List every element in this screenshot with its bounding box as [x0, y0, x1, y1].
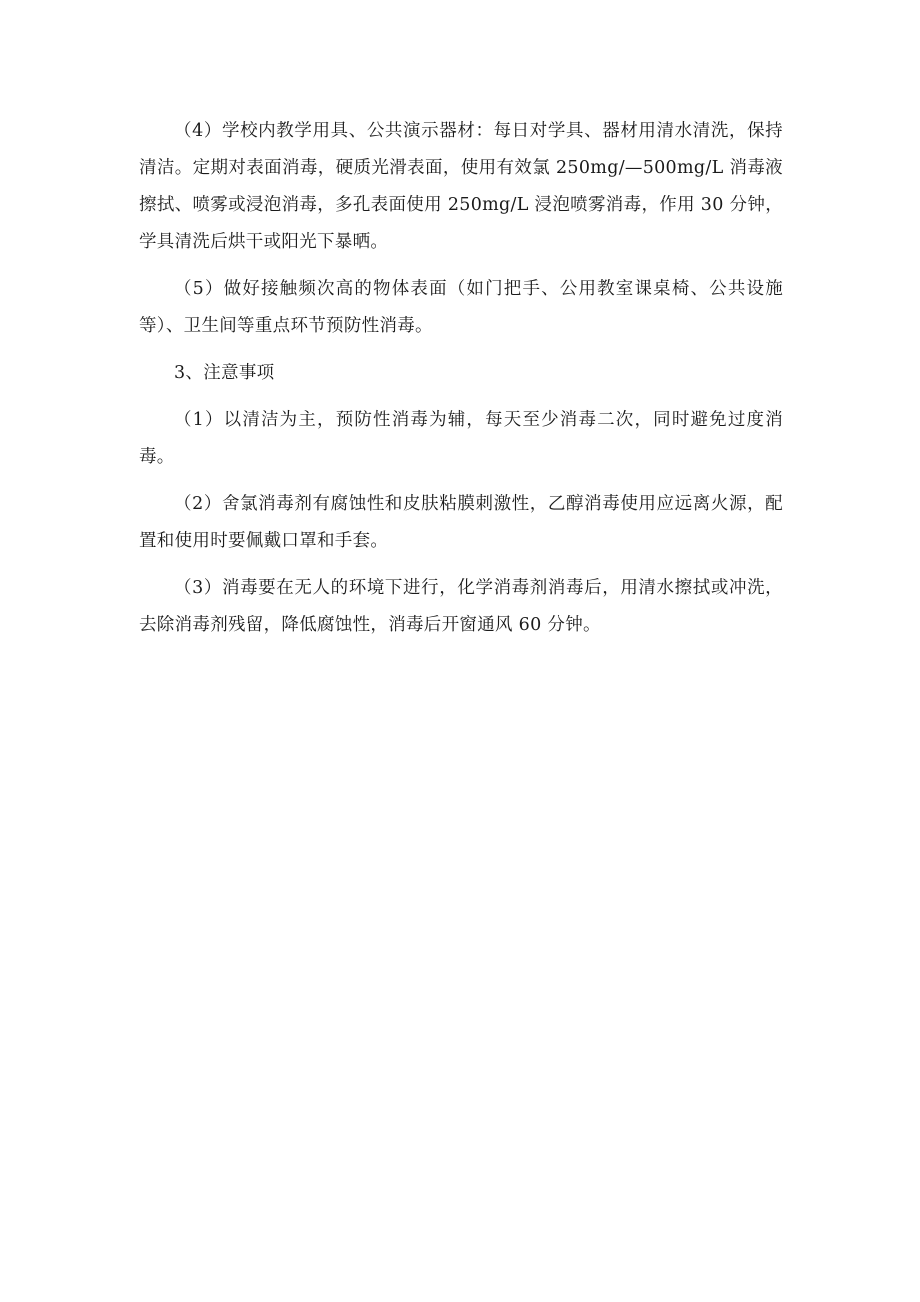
section-heading-notes: 3、注意事项 — [174, 363, 275, 383]
paragraph-high-touch-surfaces: （5）做好接触频次高的物体表面（如门把手、公用教室课桌椅、公共设施等）、卫生间等重点环节预防性消毒。 — [139, 279, 783, 336]
paragraph-note-3: （3）消毒要在无人的环境下进行，化学消毒剂消毒后，用清水擦拭或冲洗，去除消毒剂残留，降低腐蚀性，消毒后开窗通风 60 分钟。 — [139, 578, 783, 635]
paragraph-note-2: （2）舍氯消毒剂有腐蚀性和皮肤粘膜刺激性，乙醇消毒使用应远离火源，配置和使用时要佩戴口罩和手套。 — [139, 494, 783, 551]
paragraph-teaching-tools: （4）学校内教学用具、公共演示器材：每日对学具、器材用清水清洗，保持清洁。定期对表面消毒，硬质光滑表面，使用有效氯 250mg/—500mg/L 消毒液擦拭、喷雾或浸泡消毒，多孔表面使用 250mg/L 浸泡喷雾消毒，作用 30 分钟，学具清洗后烘干或阳光下暴晒。 — [139, 121, 783, 252]
paragraph-note-1: （1）以清洁为主，预防性消毒为辅，每天至少消毒二次，同时避免过度消毒。 — [139, 410, 783, 467]
document-body — [139, 113, 783, 654]
